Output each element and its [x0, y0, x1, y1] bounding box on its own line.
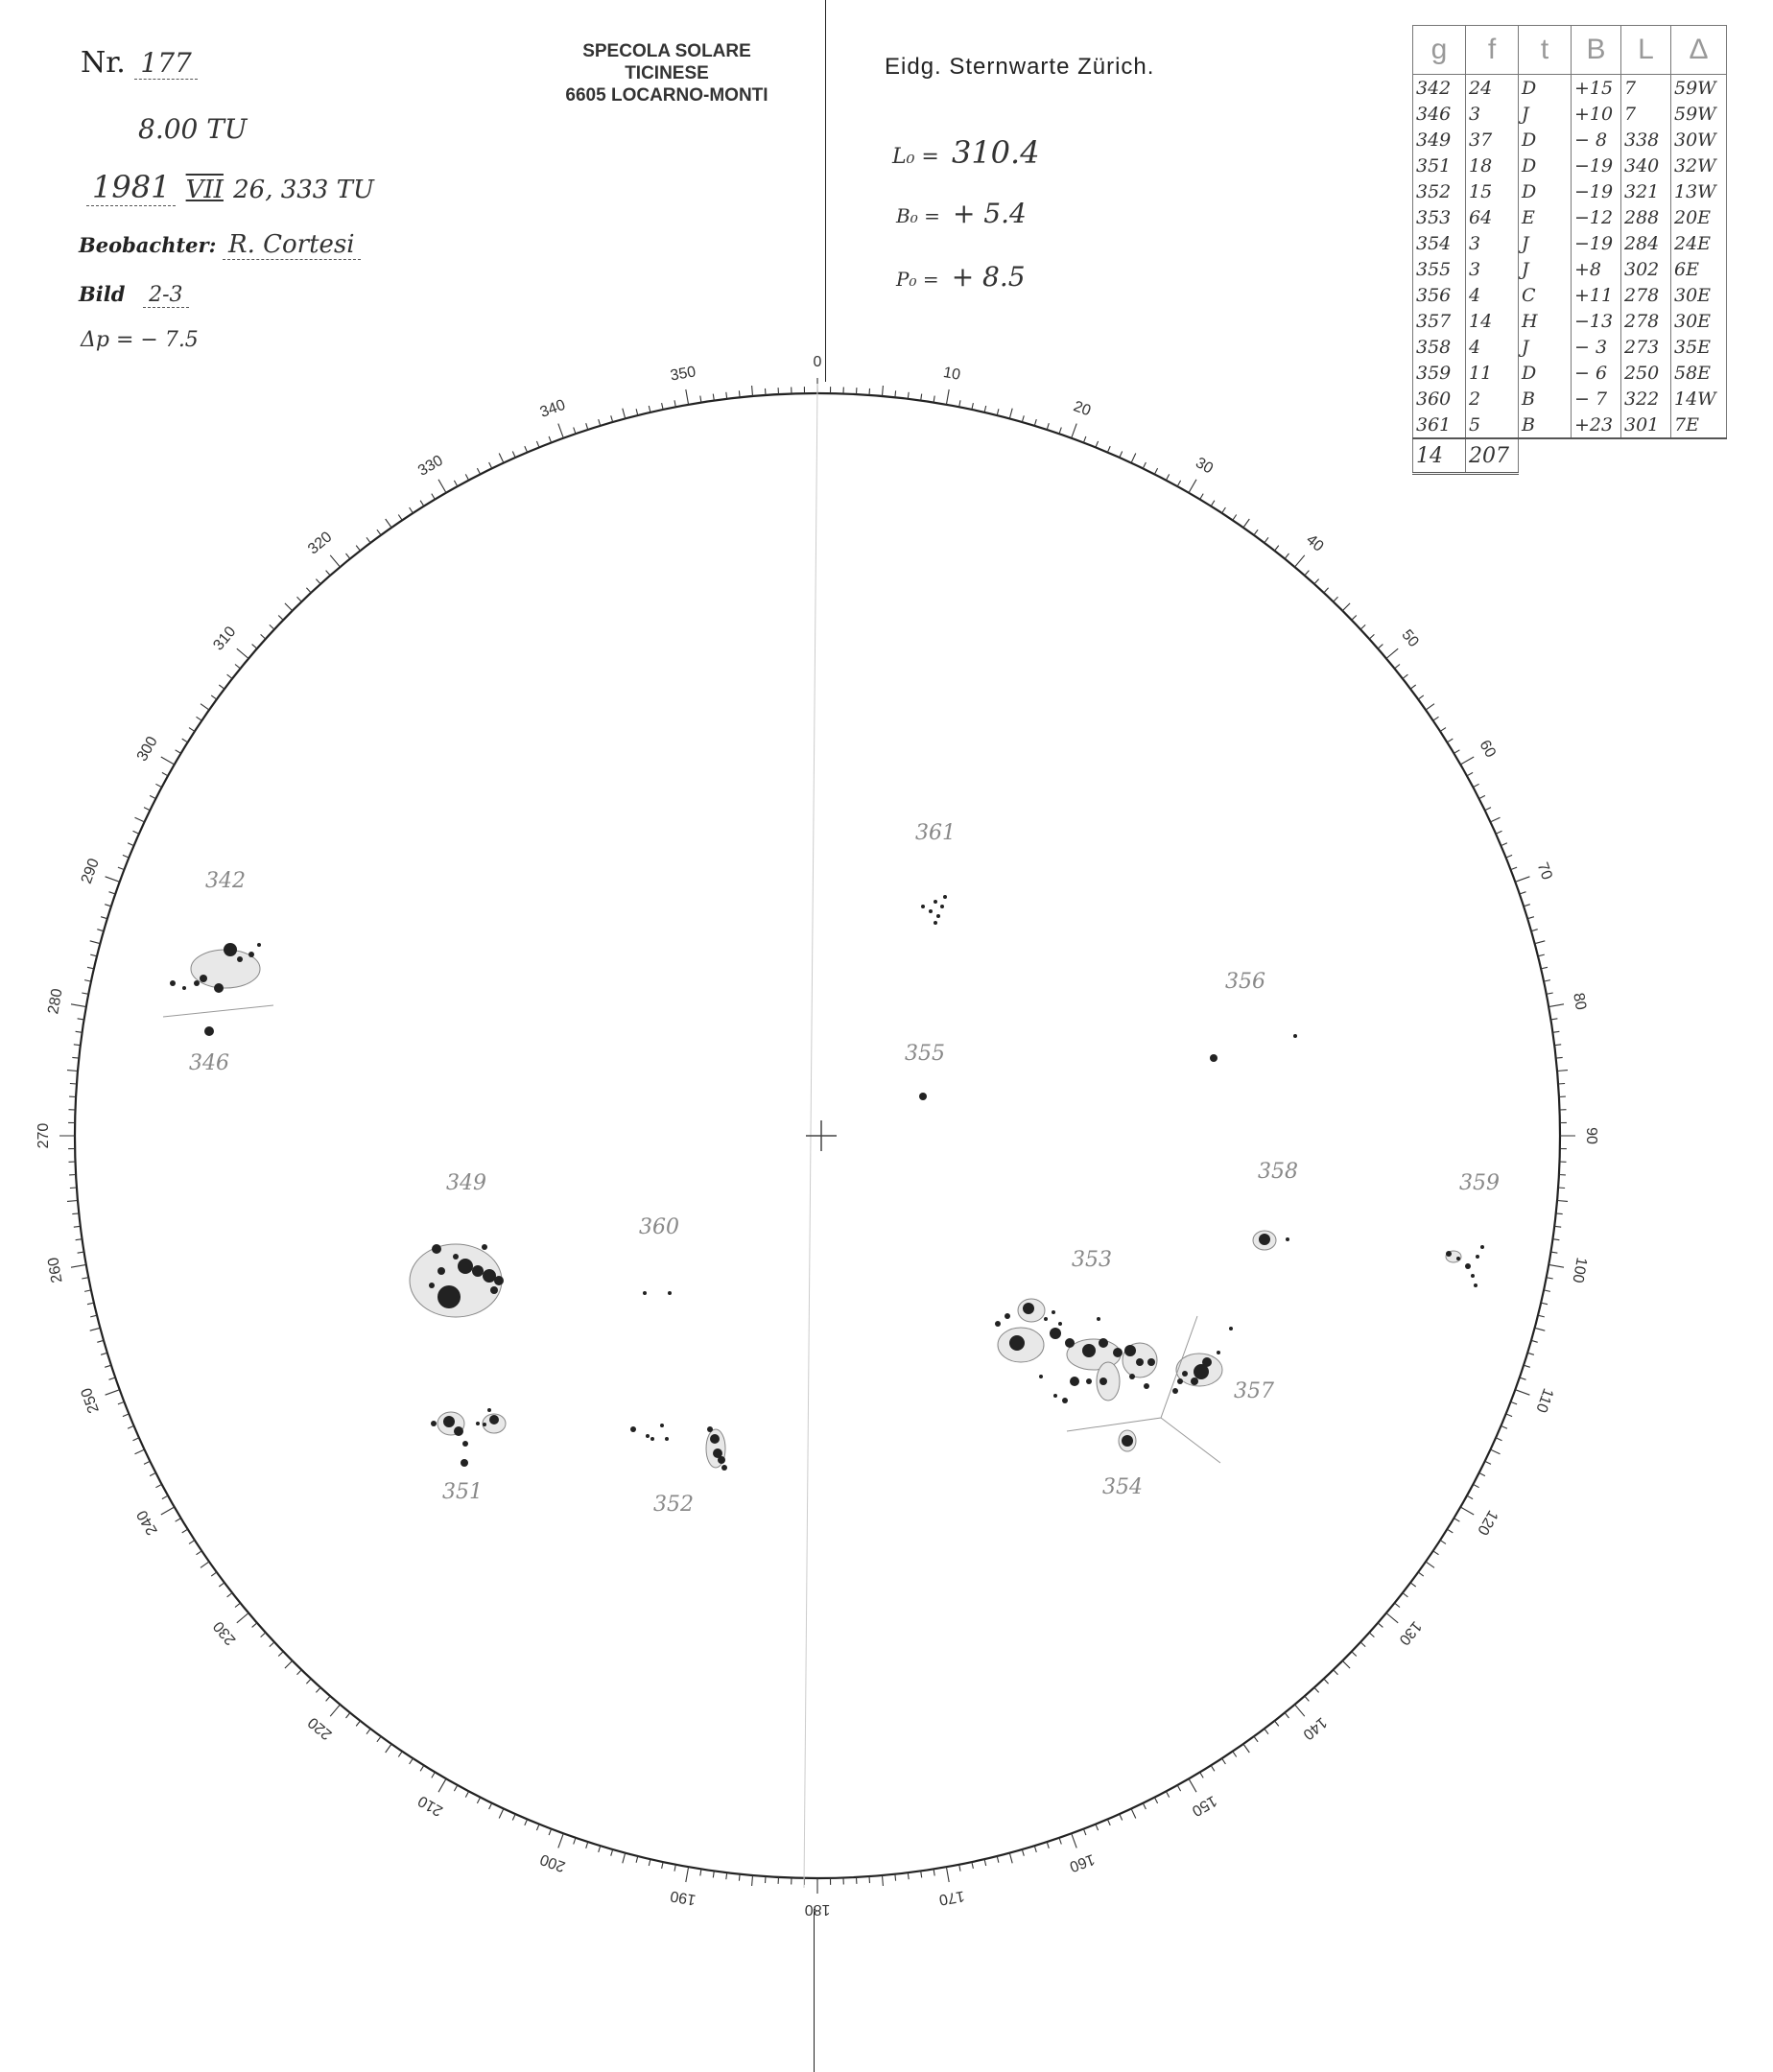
umbra-spot	[1259, 1234, 1270, 1245]
umbra-spot	[461, 1459, 468, 1467]
group-label: 351	[442, 1480, 483, 1504]
umbra-spot	[1097, 1317, 1100, 1321]
distance-cm-cell: 7E	[1671, 412, 1727, 438]
distance-cm-cell: 14W	[1671, 386, 1727, 412]
nr-value: 177	[134, 47, 197, 80]
spot-count-cell: 24	[1466, 75, 1519, 102]
group-number-cell: 360	[1413, 386, 1466, 412]
umbra-spot	[1172, 1388, 1178, 1394]
group-label: 355	[905, 1042, 945, 1066]
group-label: 359	[1459, 1171, 1500, 1195]
distance-cm-cell: 13W	[1671, 178, 1727, 204]
group-type-cell: D	[1519, 127, 1572, 153]
umbra-spot	[182, 986, 186, 990]
group-label: 342	[205, 869, 246, 893]
umbra-spot	[1082, 1344, 1096, 1357]
degree-label: 240	[133, 1507, 161, 1538]
degree-label: 200	[537, 1850, 568, 1875]
umbra-spot	[1044, 1317, 1048, 1321]
latitude-cell: −19	[1572, 230, 1621, 256]
umbra-spot	[494, 1276, 504, 1285]
umbra-spot	[432, 1244, 441, 1254]
degree-label: 0	[813, 354, 822, 371]
umbra-spot	[1023, 1303, 1034, 1314]
umbra-spot	[1210, 1054, 1217, 1062]
umbra-spot	[454, 1426, 463, 1436]
longitude-cell: 301	[1621, 412, 1671, 438]
umbra-spot	[483, 1269, 496, 1283]
delta-p: Δp = − 7.5	[81, 328, 199, 352]
umbra-spot	[1474, 1283, 1478, 1287]
spot-count-cell: 18	[1466, 153, 1519, 178]
group-type-cell: C	[1519, 282, 1572, 308]
longitude-cell: 250	[1621, 360, 1671, 386]
group-number-cell: 352	[1413, 178, 1466, 204]
distance-cm-cell: 59W	[1671, 101, 1727, 127]
degree-label: 10	[941, 365, 962, 384]
latitude-cell: − 6	[1572, 360, 1621, 386]
header-b: B	[1572, 26, 1621, 75]
group-label: 360	[639, 1215, 679, 1239]
group-number-cell: 361	[1413, 412, 1466, 438]
sunspot-group	[1210, 1034, 1297, 1062]
umbra-spot	[1009, 1335, 1025, 1351]
umbra-spot	[482, 1244, 487, 1250]
degree-label: 180	[804, 1900, 831, 1918]
degree-label: 140	[1299, 1713, 1330, 1743]
group-label: 356	[1225, 970, 1265, 994]
umbra-spot	[940, 905, 944, 908]
distance-cm-cell: 32W	[1671, 153, 1727, 178]
longitude-cell: 321	[1621, 178, 1671, 204]
group-number-cell: 351	[1413, 153, 1466, 178]
umbra-spot	[431, 1421, 437, 1426]
umbra-spot	[1050, 1328, 1061, 1339]
p0-label: P₀ =	[896, 268, 939, 291]
umbra-spot	[721, 1465, 727, 1471]
spot-count-cell: 2	[1466, 386, 1519, 412]
umbra-spot	[1480, 1245, 1484, 1249]
p0-value: + 8.5	[951, 261, 1026, 293]
observer-name: R. Cortesi	[223, 230, 361, 260]
degree-label: 310	[210, 624, 240, 654]
group-label: 353	[1072, 1248, 1112, 1272]
degree-label: 120	[1474, 1507, 1501, 1538]
group-type-cell: J	[1519, 101, 1572, 127]
sunspot-group	[643, 1291, 672, 1295]
group-type-cell: H	[1519, 308, 1572, 334]
umbra-spot	[1113, 1348, 1123, 1357]
umbra-spot	[490, 1286, 498, 1294]
umbra-spot	[650, 1437, 654, 1441]
umbra-spot	[194, 980, 200, 986]
umbra-spot	[1476, 1255, 1479, 1259]
degree-label: 50	[1398, 626, 1422, 651]
umbra-spot	[936, 914, 940, 918]
umbra-spot	[487, 1408, 491, 1412]
degree-label: 60	[1476, 737, 1500, 761]
group-label: 354	[1102, 1475, 1143, 1499]
header-f: f	[1466, 26, 1519, 75]
degree-label: 260	[45, 1256, 66, 1284]
latitude-cell: +11	[1572, 282, 1621, 308]
umbra-spot	[237, 956, 243, 962]
group-type-cell: D	[1519, 360, 1572, 386]
date-month: VII	[185, 176, 224, 204]
longitude-cell: 278	[1621, 308, 1671, 334]
degree-label: 40	[1302, 531, 1327, 555]
degree-label: 20	[1071, 398, 1094, 420]
header-delta: Δ	[1671, 26, 1727, 75]
sunspot-group	[630, 1424, 727, 1471]
umbra-spot	[1053, 1394, 1057, 1398]
umbra-spot	[1086, 1378, 1092, 1384]
group-number-cell: 342	[1413, 75, 1466, 102]
umbra-spot	[1136, 1358, 1144, 1366]
spot-count-cell: 37	[1466, 127, 1519, 153]
umbra-spot	[458, 1259, 473, 1274]
umbra-spot	[476, 1422, 480, 1425]
degree-label: 190	[669, 1887, 697, 1908]
umbra-spot	[1147, 1358, 1155, 1366]
eidg-heading: Eidg. Sternwarte Zürich.	[885, 54, 1155, 80]
latitude-cell: +15	[1572, 75, 1621, 102]
latitude-cell: −19	[1572, 153, 1621, 178]
longitude-cell: 278	[1621, 282, 1671, 308]
umbra-spot	[1191, 1377, 1198, 1385]
spot-count-cell: 4	[1466, 334, 1519, 360]
degree-label: 130	[1395, 1617, 1425, 1648]
longitude-cell: 338	[1621, 127, 1671, 153]
b0-label: B₀ =	[896, 204, 940, 227]
observer-label: Beobachter:	[79, 233, 217, 257]
umbra-spot	[489, 1415, 499, 1424]
spot-count-cell: 64	[1466, 204, 1519, 230]
umbra-spot	[1065, 1338, 1075, 1348]
longitude-cell: 288	[1621, 204, 1671, 230]
degree-label: 230	[210, 1617, 240, 1648]
umbra-spot	[214, 983, 224, 993]
umbra-spot	[1005, 1313, 1010, 1319]
umbra-spot	[668, 1291, 672, 1295]
umbra-spot	[483, 1423, 486, 1426]
spot-count-cell: 11	[1466, 360, 1519, 386]
date-year: 1981	[86, 169, 176, 206]
degree-label: 90	[1582, 1127, 1599, 1144]
umbra-spot	[1062, 1398, 1068, 1403]
umbra-spot	[1446, 1251, 1452, 1257]
group-type-cell: J	[1519, 256, 1572, 282]
group-label: 361	[915, 821, 956, 845]
group-label: 352	[653, 1493, 694, 1517]
umbra-spot	[224, 943, 237, 956]
latitude-cell: −12	[1572, 204, 1621, 230]
degree-label: 330	[415, 452, 446, 480]
umbra-spot	[248, 952, 254, 957]
group-number-cell: 354	[1413, 230, 1466, 256]
total-groups: 14	[1413, 438, 1466, 474]
umbra-spot	[929, 909, 933, 913]
degree-label: 80	[1570, 991, 1589, 1012]
umbra-spot	[1177, 1378, 1183, 1384]
umbra-spot	[257, 943, 261, 947]
nr-label: Nr.	[81, 46, 126, 80]
spot-count-cell: 4	[1466, 282, 1519, 308]
umbra-spot	[934, 921, 937, 925]
umbra-spot	[1286, 1237, 1289, 1241]
spot-count-cell: 5	[1466, 412, 1519, 438]
umbra-spot	[1456, 1257, 1460, 1260]
distance-cm-cell: 6E	[1671, 256, 1727, 282]
umbra-spot	[1129, 1374, 1135, 1379]
group-labels	[189, 821, 1500, 1517]
distance-cm-cell: 20E	[1671, 204, 1727, 230]
distance-cm-cell: 59W	[1671, 75, 1727, 102]
degree-label: 110	[1532, 1385, 1557, 1415]
degree-label: 70	[1533, 859, 1555, 883]
degree-label: 150	[1189, 1792, 1219, 1820]
longitude-cell: 284	[1621, 230, 1671, 256]
degree-label: 320	[305, 529, 336, 558]
sunspot-group	[204, 1026, 214, 1036]
total-spots: 207	[1466, 438, 1519, 474]
umbra-spot	[710, 1434, 720, 1444]
spot-count-cell: 3	[1466, 101, 1519, 127]
latitude-cell: − 3	[1572, 334, 1621, 360]
umbra-spot	[1052, 1310, 1055, 1314]
observatory-line3: 6605 LOCARNO-MONTI	[565, 85, 768, 106]
longitude-cell: 7	[1621, 101, 1671, 127]
degree-label: 170	[937, 1887, 966, 1908]
observatory-line2: TICINESE	[625, 63, 709, 83]
l0-label: L₀ =	[892, 145, 939, 169]
header-l: L	[1621, 26, 1671, 75]
umbra-spot	[204, 1026, 214, 1036]
sunspot-group	[1119, 1430, 1136, 1451]
group-number-cell: 353	[1413, 204, 1466, 230]
umbra-spot	[1217, 1351, 1220, 1354]
umbra-spot	[718, 1456, 725, 1464]
group-label: 349	[446, 1171, 486, 1195]
sunspot-group	[995, 1299, 1157, 1403]
umbra-spot	[665, 1437, 669, 1441]
umbra-spot	[1122, 1435, 1133, 1447]
latitude-cell: +10	[1572, 101, 1621, 127]
distance-cm-cell: 24E	[1671, 230, 1727, 256]
umbra-spot	[170, 980, 176, 986]
umbra-spot	[1229, 1327, 1233, 1330]
sunspot-group	[410, 1244, 504, 1317]
group-number-cell: 357	[1413, 308, 1466, 334]
sunspot-group	[1446, 1245, 1484, 1287]
degree-label: 210	[415, 1792, 446, 1820]
degree-label: 220	[305, 1713, 336, 1743]
group-type-cell: B	[1519, 386, 1572, 412]
observatory-line1: SPECOLA SOLARE	[582, 41, 751, 61]
group-separator	[1067, 1316, 1220, 1463]
degree-label: 100	[1569, 1256, 1590, 1284]
umbra-spot	[1039, 1375, 1043, 1378]
distance-cm-cell: 58E	[1671, 360, 1727, 386]
longitude-cell: 7	[1621, 75, 1671, 102]
umbra-spot	[437, 1267, 445, 1275]
observation-time: 8.00 TU	[138, 113, 248, 145]
umbra-spot	[1202, 1357, 1212, 1367]
degree-label: 300	[133, 734, 161, 765]
umbra-spot	[919, 1093, 927, 1100]
umbra-spot	[643, 1291, 647, 1295]
umbra-spot	[707, 1426, 713, 1432]
umbra-spot	[1099, 1377, 1107, 1385]
degree-label: 270	[35, 1122, 53, 1149]
sunspot-group	[1253, 1231, 1289, 1250]
degree-label: 250	[78, 1385, 103, 1416]
degree-label: 350	[669, 364, 697, 385]
distance-cm-cell: 35E	[1671, 334, 1727, 360]
date-rest: 26, 333 TU	[233, 176, 374, 204]
group-number-cell: 355	[1413, 256, 1466, 282]
umbra-spot	[1070, 1377, 1079, 1386]
umbra-spot	[453, 1254, 459, 1260]
distance-cm-cell: 30E	[1671, 308, 1727, 334]
umbra-spot	[1099, 1338, 1108, 1348]
bild-label: Bild	[79, 282, 126, 306]
degree-label: 30	[1193, 454, 1217, 478]
degree-label: 340	[537, 396, 568, 421]
spot-count-cell: 3	[1466, 230, 1519, 256]
header-t: t	[1519, 26, 1572, 75]
umbra-spot	[646, 1434, 650, 1438]
umbra-spot	[200, 975, 207, 982]
sunspot-group	[921, 895, 947, 925]
header-g: g	[1413, 26, 1466, 75]
group-type-cell: J	[1519, 334, 1572, 360]
group-type-cell: D	[1519, 153, 1572, 178]
b0-value: + 5.4	[952, 198, 1027, 229]
umbra-spot	[934, 900, 937, 904]
umbra-spot	[1471, 1274, 1475, 1278]
group-number-cell: 356	[1413, 282, 1466, 308]
umbra-spot	[630, 1426, 636, 1432]
umbra-spot	[1124, 1345, 1136, 1356]
group-number-cell: 359	[1413, 360, 1466, 386]
spot-count-cell: 15	[1466, 178, 1519, 204]
umbra-spot	[443, 1416, 455, 1427]
distance-cm-cell: 30E	[1671, 282, 1727, 308]
umbra-spot	[1144, 1383, 1149, 1389]
umbra-spot	[921, 905, 925, 908]
latitude-cell: +23	[1572, 412, 1621, 438]
umbra-spot	[995, 1321, 1001, 1327]
group-number-cell: 358	[1413, 334, 1466, 360]
latitude-cell: −13	[1572, 308, 1621, 334]
longitude-cell: 302	[1621, 256, 1671, 282]
umbra-spot	[437, 1285, 461, 1308]
l0-value: 310.4	[951, 134, 1040, 171]
longitude-cell: 273	[1621, 334, 1671, 360]
group-number-cell: 346	[1413, 101, 1466, 127]
group-separator	[163, 1005, 273, 1017]
group-type-cell: B	[1519, 412, 1572, 438]
latitude-cell: −19	[1572, 178, 1621, 204]
group-label: 358	[1258, 1160, 1298, 1184]
latitude-cell: − 7	[1572, 386, 1621, 412]
umbra-spot	[1182, 1371, 1188, 1377]
latitude-cell: +8	[1572, 256, 1621, 282]
degree-label: 160	[1067, 1850, 1098, 1875]
group-type-cell: E	[1519, 204, 1572, 230]
sunspot-group	[919, 1093, 927, 1100]
sunspot-group	[170, 943, 261, 993]
group-type-cell: D	[1519, 75, 1572, 102]
group-type-cell: J	[1519, 230, 1572, 256]
sunspot-group	[431, 1408, 506, 1467]
umbra-spot	[660, 1424, 664, 1427]
longitude-cell: 340	[1621, 153, 1671, 178]
umbra-spot	[1058, 1322, 1062, 1326]
group-label: 357	[1234, 1379, 1274, 1403]
spot-count-cell: 14	[1466, 308, 1519, 334]
umbra-spot	[472, 1265, 484, 1277]
umbra-spot	[1465, 1263, 1471, 1269]
group-label: 346	[189, 1051, 229, 1075]
spot-count-cell: 3	[1466, 256, 1519, 282]
umbra-spot	[943, 895, 947, 899]
degree-label: 280	[45, 987, 66, 1016]
group-type-cell: D	[1519, 178, 1572, 204]
group-number-cell: 349	[1413, 127, 1466, 153]
umbra-spot	[462, 1441, 468, 1447]
umbra-spot	[1293, 1034, 1297, 1038]
longitude-cell: 322	[1621, 386, 1671, 412]
latitude-cell: − 8	[1572, 127, 1621, 153]
bild-value: 2-3	[143, 283, 188, 308]
degree-label: 290	[78, 856, 103, 886]
distance-cm-cell: 30W	[1671, 127, 1727, 153]
umbra-spot	[429, 1283, 435, 1288]
